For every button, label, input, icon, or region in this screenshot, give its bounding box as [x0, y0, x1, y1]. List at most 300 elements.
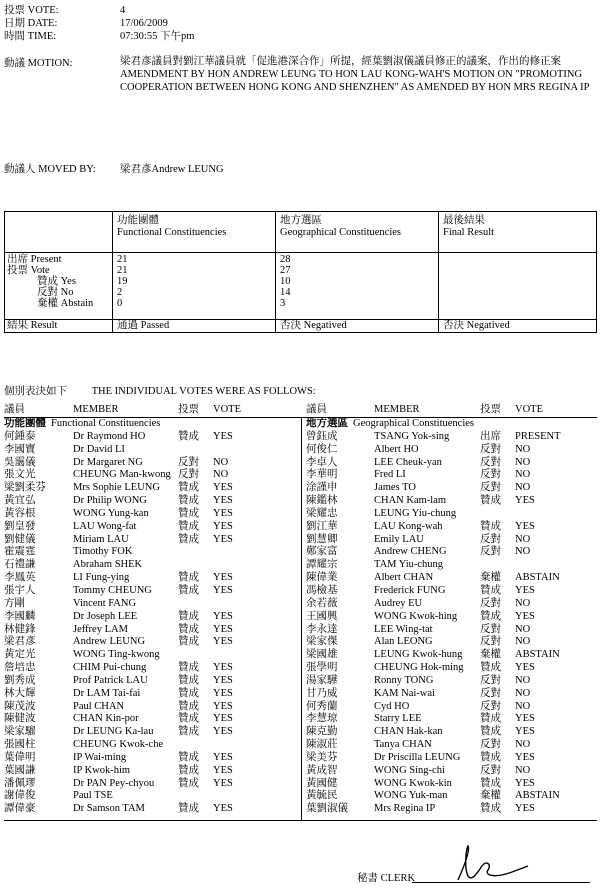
member-name-zh: 李卓人 [306, 456, 338, 468]
vote-en: YES [213, 726, 233, 738]
vote-zh: 反對 [480, 700, 501, 712]
member-name-zh: 李華明 [306, 469, 338, 481]
vote-en: PRESENT [515, 430, 561, 442]
gc-section-zh: 地方選區 [306, 418, 348, 429]
member-name-zh: 梁耀忠 [306, 507, 338, 519]
member-name-zh: 馮檢基 [306, 584, 338, 596]
member-name-en: LI Fung-ying [73, 572, 130, 584]
member-vote-row [306, 726, 596, 739]
member-name-en: Timothy FOK [73, 546, 133, 558]
member-name-zh: 葉偉明 [4, 751, 36, 763]
vote-en: YES [515, 751, 535, 763]
member-name-zh: 陳健波 [4, 713, 36, 725]
vote-en: NO [515, 533, 531, 545]
vote-zh: 反對 [178, 456, 199, 468]
vote-zh: 贊成 [480, 751, 501, 763]
member-name-en: Tanya CHAN [374, 739, 432, 751]
member-vote-row [4, 624, 298, 637]
row-result: 結果 Result [7, 320, 58, 331]
member-vote-row [306, 431, 596, 444]
vote-zh: 贊成 [178, 520, 199, 532]
member-name-zh: 何鍾泰 [4, 430, 36, 442]
vote-zh: 贊成 [178, 803, 199, 815]
member-name-en: CHEUNG Hok-ming [374, 662, 464, 674]
vote-en: YES [213, 572, 233, 584]
vote-zh: 贊成 [178, 687, 199, 699]
vote-en: YES [515, 713, 535, 725]
vote-zh: 出席 [480, 430, 501, 442]
right-header-member-zh: 議員 [306, 404, 327, 415]
motion-label: 動議 MOTION: [4, 58, 73, 69]
member-vote-row [4, 636, 298, 649]
member-name-zh: 王國興 [306, 610, 338, 622]
vote-en: YES [213, 751, 233, 763]
member-vote-row [4, 662, 298, 675]
member-name-zh: 譚偉豪 [4, 803, 36, 815]
member-name-zh: 劉健儀 [4, 533, 36, 545]
vote-zh: 贊成 [480, 610, 501, 622]
fc-section-zh: 功能團體 [4, 418, 46, 429]
member-vote-row [306, 508, 596, 521]
member-name-en: Alan LEONG [374, 636, 433, 648]
member-name-en: Abraham SHEK [73, 559, 143, 571]
vote-en: NO [515, 739, 531, 751]
member-name-en: Emily LAU [374, 533, 424, 545]
fc-abstain: 0 [117, 298, 123, 309]
member-name-en: Miriam LAU [73, 533, 129, 545]
col-gc-zh: 地方選區 [280, 215, 322, 226]
votes-column-divider [301, 417, 302, 820]
member-name-zh: 陳克勤 [306, 726, 338, 738]
member-vote-row [4, 444, 298, 457]
member-name-zh: 劉慧卿 [306, 533, 338, 545]
member-name-zh: 梁家騮 [4, 726, 36, 738]
member-name-en: LEE Wing-tat [374, 623, 433, 635]
member-vote-row [306, 482, 596, 495]
member-vote-row [306, 778, 596, 791]
member-vote-row [4, 559, 298, 572]
member-vote-row [306, 611, 596, 624]
member-name-zh: 張宇人 [4, 584, 36, 596]
summary-table [4, 211, 597, 333]
summary-divider [438, 212, 439, 332]
member-name-zh: 黃毓民 [306, 790, 338, 802]
member-name-en: Dr Margaret NG [73, 456, 143, 468]
member-name-en: Audrey EU [374, 597, 423, 609]
vote-en: NO [515, 546, 531, 558]
member-name-en: CHIM Pui-chung [73, 662, 147, 674]
member-vote-row [306, 521, 596, 534]
member-name-en: IP Kwok-him [73, 764, 131, 776]
member-vote-row [306, 534, 596, 547]
member-vote-row [306, 790, 596, 803]
vote-en: YES [515, 520, 535, 532]
member-vote-row [306, 688, 596, 701]
vote-en: YES [213, 636, 233, 648]
member-name-en: KAM Nai-wai [374, 687, 435, 699]
member-vote-row [4, 688, 298, 701]
vote-zh: 贊成 [178, 430, 199, 442]
votes-bottom-rule [4, 820, 597, 821]
member-name-zh: 黃國健 [306, 777, 338, 789]
row-no: 反對 No [37, 287, 74, 298]
member-name-en: Jeffrey LAM [73, 623, 128, 635]
member-vote-row [4, 534, 298, 547]
member-name-en: WONG Kwok-kin [374, 777, 452, 789]
member-vote-row [306, 662, 596, 675]
member-vote-row [4, 790, 298, 803]
vote-label: 投票 VOTE: [4, 5, 59, 16]
vote-en: YES [213, 764, 233, 776]
member-name-zh: 梁君彥 [4, 636, 36, 648]
member-name-zh: 甘乃威 [306, 687, 338, 699]
vote-zh: 反對 [480, 764, 501, 776]
vote-zh: 贊成 [480, 726, 501, 738]
member-name-en: Dr David LI [73, 443, 125, 455]
vote-en: YES [213, 482, 233, 494]
member-vote-row [306, 752, 596, 765]
date-value: 17/06/2009 [120, 18, 168, 29]
vote-en: YES [213, 610, 233, 622]
vote-zh: 反對 [480, 482, 501, 494]
member-name-en: CHAN Hak-kan [374, 726, 443, 738]
vote-zh: 反對 [480, 687, 501, 699]
member-name-zh: 梁美芬 [306, 751, 338, 763]
vote-en: YES [515, 610, 535, 622]
vote-en: YES [213, 777, 233, 789]
member-name-en: Dr LEUNG Ka-lau [73, 726, 154, 738]
vote-en: NO [515, 674, 531, 686]
member-vote-row [306, 713, 596, 726]
vote-en: ABSTAIN [515, 649, 560, 661]
vote-en: NO [515, 623, 531, 635]
member-vote-row [4, 546, 298, 559]
member-name-zh: 方剛 [4, 597, 25, 609]
member-name-en: WONG Yung-kan [73, 507, 149, 519]
member-vote-row [306, 675, 596, 688]
vote-zh: 反對 [480, 546, 501, 558]
left-header-member-zh: 議員 [4, 404, 25, 415]
motion-text [120, 55, 594, 94]
member-name-zh: 李永達 [306, 623, 338, 635]
vote-en: NO [515, 469, 531, 481]
vote-zh: 贊成 [178, 623, 199, 635]
member-vote-row [306, 649, 596, 662]
individual-votes-intro [4, 383, 316, 398]
member-name-en: LEUNG Yiu-chung [374, 507, 457, 519]
member-vote-row [4, 649, 298, 662]
member-name-en: WONG Kwok-hing [374, 610, 458, 622]
member-vote-row [4, 675, 298, 688]
vote-en: YES [515, 495, 535, 507]
vote-en: YES [213, 803, 233, 815]
member-name-en: WONG Ting-kwong [73, 649, 160, 661]
member-vote-row [4, 739, 298, 752]
member-name-zh: 石禮謙 [4, 559, 36, 571]
vote-zh: 反對 [178, 469, 199, 481]
summary-header-rule [5, 252, 596, 253]
member-name-en: Dr LAM Tai-fai [73, 687, 141, 699]
vote-en: YES [515, 584, 535, 596]
fc-present: 21 [117, 254, 128, 265]
vote-en: YES [213, 520, 233, 532]
vote-zh: 反對 [480, 533, 501, 545]
member-name-zh: 張學明 [306, 662, 338, 674]
gc-present: 28 [280, 254, 291, 265]
vote-zh: 反對 [480, 623, 501, 635]
vote-zh: 贊成 [480, 662, 501, 674]
member-vote-row [4, 508, 298, 521]
member-name-zh: 涂謹申 [306, 482, 338, 494]
intro-en: THE INDIVIDUAL VOTES WERE AS FOLLOWS: [91, 386, 316, 397]
vote-en: YES [213, 687, 233, 699]
member-name-zh: 詹培忠 [4, 662, 36, 674]
mover-label: 動議人 MOVED BY: [4, 164, 96, 175]
col-final-en: Final Result [443, 227, 495, 238]
member-name-zh: 張文光 [4, 469, 36, 481]
member-name-zh: 霍震霆 [4, 546, 36, 558]
vote-en: NO [515, 482, 531, 494]
member-name-en: Frederick FUNG [374, 584, 446, 596]
mover-value: 梁君彥Andrew LEUNG [120, 164, 224, 175]
vote-en: ABSTAIN [515, 790, 560, 802]
member-name-en: Andrew LEUNG [73, 636, 146, 648]
member-vote-row [306, 469, 596, 482]
member-name-zh: 劉江華 [306, 520, 338, 532]
right-header-vote-zh: 投票 [480, 404, 501, 415]
member-name-en: LEE Cheuk-yan [374, 456, 442, 468]
member-vote-row [4, 765, 298, 778]
member-vote-row [4, 611, 298, 624]
member-name-zh: 湯家驊 [306, 674, 338, 686]
member-name-en: Starry LEE [374, 713, 422, 725]
member-name-zh: 李國麟 [4, 610, 36, 622]
motion-text-en: AMENDMENT BY HON ANDREW LEUNG TO HON LAU KONG-WAH'S MOTION ON "PROMOTING COOPERATION BETWEEN HONG KONG AND SHENZHEN" AS AMENDED BY HON MRS REGINA IP [120, 69, 590, 93]
member-name-en: IP Wai-ming [73, 751, 127, 763]
fc-result: 通過 Passed [117, 320, 170, 331]
member-name-en: CHAN Kam-lam [374, 495, 447, 507]
member-name-zh: 陳淑莊 [306, 739, 338, 751]
member-name-en: LAU Wong-fat [73, 520, 137, 532]
member-name-zh: 陳茂波 [4, 700, 36, 712]
member-name-en: Dr Philip WONG [73, 495, 147, 507]
fc-section-header [4, 418, 298, 431]
member-name-zh: 何俊仁 [306, 443, 338, 455]
vote-en: NO [515, 636, 531, 648]
row-present: 出席 Present [7, 254, 62, 265]
vote-en: ABSTAIN [515, 572, 560, 584]
member-vote-row [306, 546, 596, 559]
member-name-en: Paul CHAN [73, 700, 125, 712]
member-name-en: Dr Raymond HO [73, 430, 146, 442]
intro-zh: 個別表決如下 [4, 386, 67, 397]
member-vote-row [306, 598, 596, 611]
member-name-en: CHAN Kin-por [73, 713, 139, 725]
member-name-en: Andrew CHENG [374, 546, 447, 558]
vote-zh: 贊成 [178, 662, 199, 674]
member-name-zh: 劉皇發 [4, 520, 36, 532]
member-name-en: TSANG Yok-sing [374, 430, 450, 442]
vote-zh: 反對 [480, 636, 501, 648]
member-name-zh: 鄭家富 [306, 546, 338, 558]
member-vote-row [4, 482, 298, 495]
vote-zh: 贊成 [178, 610, 199, 622]
fc-no: 2 [117, 287, 123, 298]
member-name-en: Ronny TONG [374, 674, 434, 686]
vote-zh: 贊成 [178, 572, 199, 584]
member-name-zh: 葉劉淑儀 [306, 803, 348, 815]
vote-en: YES [515, 777, 535, 789]
gc-abstain: 3 [280, 298, 286, 309]
member-vote-row [4, 803, 298, 816]
member-vote-row [4, 469, 298, 482]
member-name-en: Dr Samson TAM [73, 803, 145, 815]
member-name-zh: 劉秀成 [4, 674, 36, 686]
left-header-member-en: MEMBER [73, 404, 119, 415]
member-name-en: LEUNG Kwok-hung [374, 649, 463, 661]
member-name-en: WONG Yuk-man [374, 790, 448, 802]
member-vote-row [4, 752, 298, 765]
vote-en: YES [213, 533, 233, 545]
gc-votes-column [306, 418, 596, 816]
col-fc-zh: 功能團體 [117, 215, 159, 226]
fc-votes-column [4, 418, 298, 816]
member-vote-row [4, 701, 298, 714]
right-header-member-en: MEMBER [374, 404, 420, 415]
vote-en: NO [515, 456, 531, 468]
member-name-zh: 曾鈺成 [306, 430, 338, 442]
left-header-vote-zh: 投票 [178, 404, 199, 415]
member-name-zh: 黃宜弘 [4, 495, 36, 507]
member-name-zh: 余若薇 [306, 597, 338, 609]
clerk-signature-line [412, 882, 590, 883]
date-label: 日期 DATE: [4, 18, 58, 29]
member-vote-row [306, 739, 596, 752]
vote-zh: 贊成 [178, 700, 199, 712]
member-name-en: CHEUNG Man-kwong [73, 469, 171, 481]
vote-zh: 贊成 [480, 584, 501, 596]
vote-zh: 贊成 [178, 636, 199, 648]
member-vote-row [306, 624, 596, 637]
member-vote-row [306, 457, 596, 470]
member-vote-row [4, 713, 298, 726]
vote-en: YES [213, 507, 233, 519]
vote-en: YES [515, 803, 535, 815]
member-name-zh: 張國柱 [4, 739, 36, 751]
member-vote-row [4, 457, 298, 470]
row-abstain: 棄權 Abstain [37, 298, 94, 309]
gc-section-header [306, 418, 596, 431]
motion-text-zh: 梁君彥議員對劉江華議員就「促進港深合作」所提，經葉劉淑儀議員修正的議案，作出的修正案 [120, 56, 561, 67]
summary-divider [275, 212, 276, 332]
row-yes: 贊成 Yes [37, 276, 76, 287]
member-name-zh: 李慧琼 [306, 713, 338, 725]
vote-en: YES [213, 674, 233, 686]
time-value: 07:30:55 下午pm [120, 31, 195, 42]
member-name-zh: 林健鋒 [4, 623, 36, 635]
vote-zh: 贊成 [178, 777, 199, 789]
vote-zh: 贊成 [178, 584, 199, 596]
clerk-label: 秘書 CLERK [357, 873, 416, 884]
member-vote-row [306, 559, 596, 572]
vote-zh: 贊成 [178, 482, 199, 494]
vote-zh: 反對 [480, 443, 501, 455]
vote-en: YES [213, 713, 233, 725]
final-result: 否決 Negatived [443, 320, 510, 331]
member-vote-row [4, 598, 298, 611]
vote-en: YES [213, 495, 233, 507]
vote-zh: 贊成 [178, 764, 199, 776]
col-gc-en: Geographical Constituencies [280, 227, 402, 238]
member-vote-row [4, 521, 298, 534]
member-name-en: Paul TSE [73, 790, 113, 802]
member-name-zh: 林大輝 [4, 687, 36, 699]
member-vote-row [306, 585, 596, 598]
member-name-zh: 李鳳英 [4, 572, 36, 584]
left-header-vote-en: VOTE [213, 404, 241, 415]
gc-no: 14 [280, 287, 291, 298]
vote-en: NO [515, 443, 531, 455]
member-name-en: Mrs Regina IP [374, 803, 436, 815]
member-name-en: Albert CHAN [374, 572, 434, 584]
member-name-zh: 謝偉俊 [4, 790, 36, 802]
col-final-zh: 最後結果 [443, 215, 485, 226]
vote-zh: 反對 [480, 739, 501, 751]
member-vote-row [306, 765, 596, 778]
member-vote-row [4, 431, 298, 444]
fc-vote: 21 [117, 265, 128, 276]
member-vote-row [4, 495, 298, 508]
col-fc-en: Functional Constituencies [117, 227, 227, 238]
vote-en: NO [213, 469, 229, 481]
member-name-zh: 黃成智 [306, 764, 338, 776]
member-name-en: Dr Priscilla LEUNG [374, 751, 461, 763]
member-vote-row [306, 803, 596, 816]
member-name-zh: 梁劉柔芬 [4, 482, 46, 494]
vote-value: 4 [120, 5, 126, 16]
member-vote-row [4, 572, 298, 585]
member-name-en: Vincent FANG [73, 597, 137, 609]
vote-en: NO [515, 764, 531, 776]
vote-zh: 贊成 [480, 777, 501, 789]
member-name-en: Dr PAN Pey-chyou [73, 777, 155, 789]
member-vote-row [306, 572, 596, 585]
clerk-signature [452, 842, 532, 884]
vote-zh: 反對 [480, 456, 501, 468]
member-name-zh: 陳鑑林 [306, 495, 338, 507]
member-name-zh: 何秀蘭 [306, 700, 338, 712]
member-vote-row [4, 585, 298, 598]
vote-zh: 反對 [480, 674, 501, 686]
vote-zh: 贊成 [178, 533, 199, 545]
vote-zh: 棄權 [480, 572, 501, 584]
vote-zh: 贊成 [178, 507, 199, 519]
member-name-zh: 李國寶 [4, 443, 36, 455]
vote-en: YES [213, 584, 233, 596]
member-name-en: Dr Joseph LEE [73, 610, 138, 622]
member-name-zh: 譚耀宗 [306, 559, 338, 571]
vote-zh: 贊成 [178, 674, 199, 686]
member-name-zh: 吳靄儀 [4, 456, 36, 468]
member-name-zh: 潘佩璆 [4, 777, 36, 789]
vote-zh: 贊成 [480, 520, 501, 532]
member-vote-row [306, 701, 596, 714]
vote-en: YES [213, 700, 233, 712]
vote-zh: 棄權 [480, 790, 501, 802]
member-name-en: Prof Patrick LAU [73, 674, 148, 686]
vote-en: NO [515, 687, 531, 699]
row-vote: 投票 Vote [7, 265, 50, 276]
